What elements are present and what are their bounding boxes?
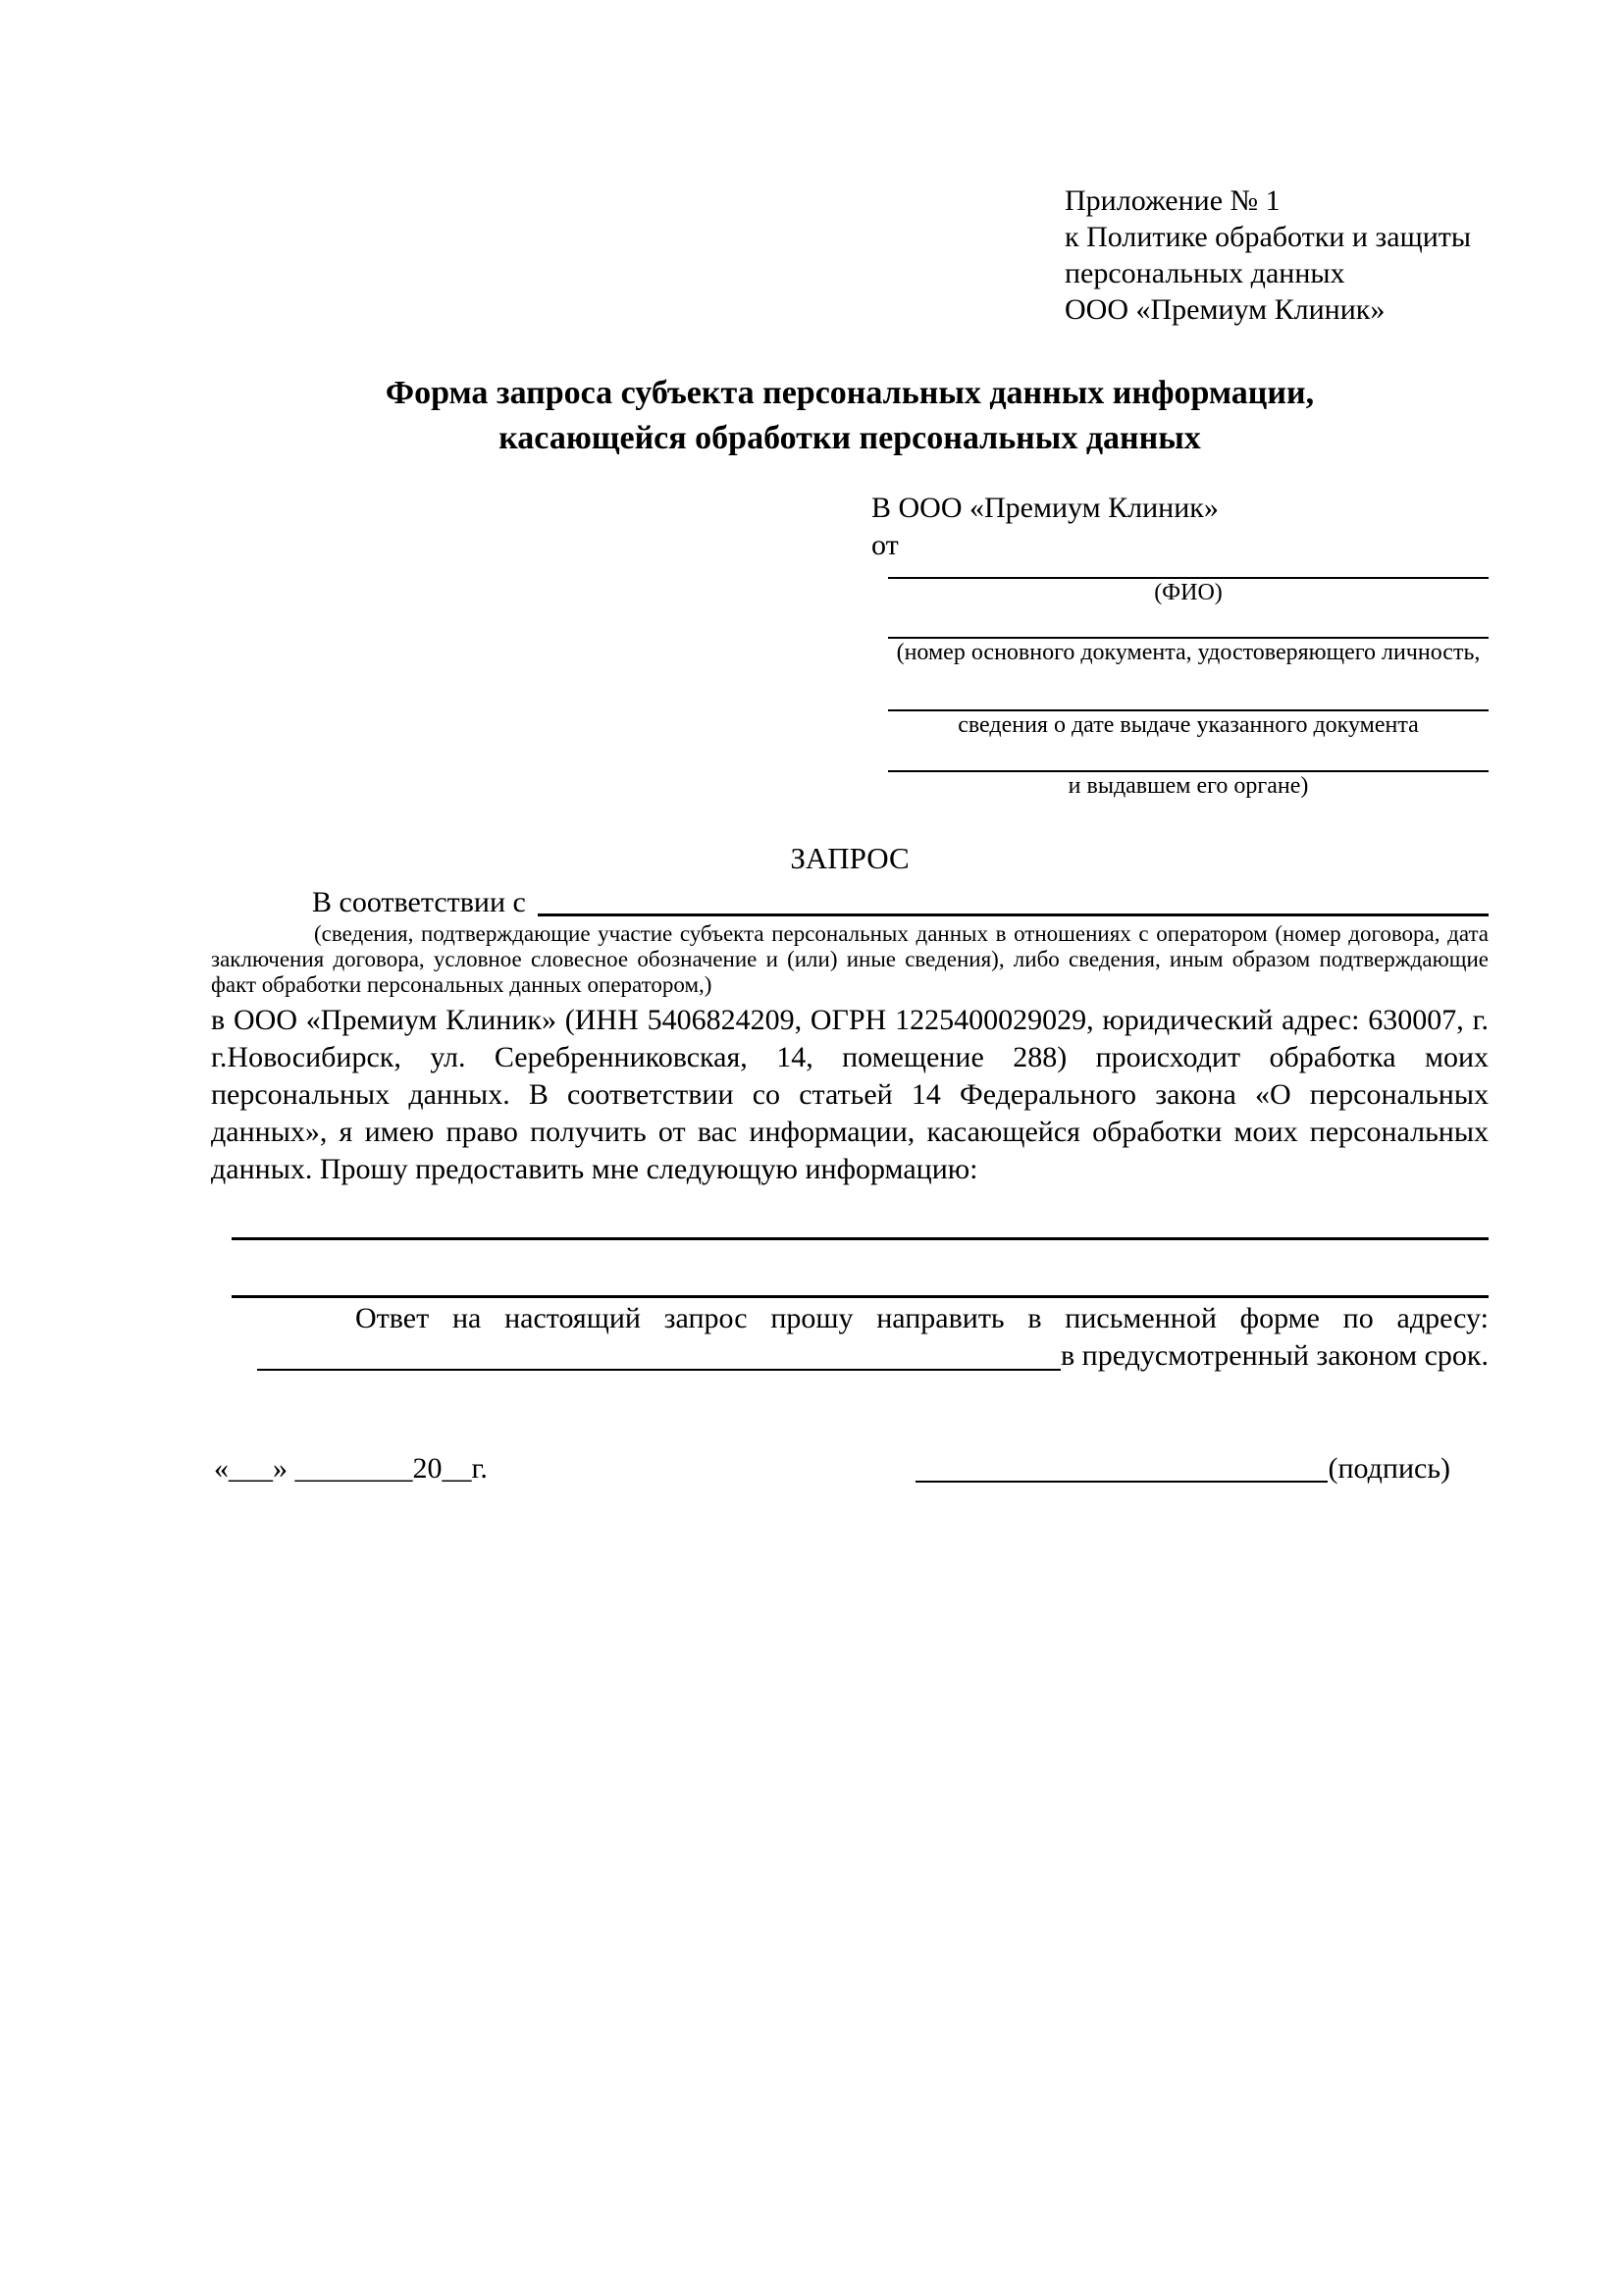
doc-date-caption: сведения о дате выдаче указанного документа	[958, 712, 1419, 738]
appendix-line: к Политике обработки и защиты	[1065, 221, 1472, 253]
doc-number-caption: (номер основного документа, удостоверяющего личность,	[896, 640, 1481, 665]
address-blank-line	[257, 1337, 1061, 1371]
reply-paragraph-line2	[211, 1337, 1489, 1375]
date-template: «___» ________20__г.	[214, 1452, 488, 1485]
body-paragraph: в ООО «Премиум Клиник» (ИНН 5406824209, ОГРН 1225400029029, юридический адрес: 630007, г. г.Новосибирск, ул. Серебренниковская, 14, помещение 288) происходит обработка моих персональных данных. В соответствии со статьей 14 Федерального закона «О персональных данных», я имею право получить от вас информации, касающейся обработки моих персональных данных. Прошу предоставить мне следующую информацию:	[211, 1004, 1489, 1185]
addressee-block	[871, 490, 1489, 800]
intro-blank-line	[538, 884, 1489, 916]
doc-issuer-caption: и выдавшем его органе)	[1068, 773, 1309, 799]
appendix-line: Приложение № 1	[1065, 184, 1281, 217]
form-title-line1: Форма запроса субъекта персональных данных информации,	[385, 375, 1315, 411]
doc-date-blank-line	[888, 666, 1489, 711]
signature-caption: (подпись)	[1328, 1452, 1450, 1485]
date-signature-row	[211, 1450, 1489, 1487]
request-heading: ЗАПРОС	[790, 841, 910, 875]
reply-suffix: в предусмотренный законом срок.	[1061, 1339, 1489, 1372]
addressee-to: В ООО «Премиум Клиник»	[871, 492, 1219, 524]
doc-number-blank-line	[888, 606, 1489, 639]
appendix-block	[1065, 183, 1489, 328]
reply-paragraph-line1: Ответ на настоящий запрос прошу направить в письменной форме по адресу:	[355, 1302, 1489, 1334]
note-paragraph: (сведения, подтверждающие участие субъекта персональных данных в отношениях с оператором (номер договора, дата заключения договора, условное словесное обозначение и (или) иные сведения), либо сведения, иным образом подтверждающие факт обработки персональных данных оператором,)	[211, 921, 1489, 997]
appendix-line: персональных данных	[1065, 257, 1345, 289]
intro-row	[211, 884, 1489, 921]
intro-prefix: В соответствии с	[312, 886, 526, 918]
doc-issuer-blank-line	[888, 739, 1489, 772]
appendix-line: ООО «Премиум Клиник»	[1065, 293, 1386, 326]
footer-spacer	[488, 1450, 916, 1487]
fio-blank-line	[888, 564, 1489, 579]
addressee-from-label: от	[871, 529, 899, 561]
signature-blank-line	[916, 1450, 1328, 1483]
form-title-line2: касающейся обработки персональных данных	[498, 420, 1201, 456]
info-blank-line-1	[232, 1188, 1489, 1240]
info-blank-line-2	[232, 1240, 1489, 1298]
form-title	[211, 371, 1489, 461]
fio-caption: (ФИО)	[1154, 580, 1223, 605]
